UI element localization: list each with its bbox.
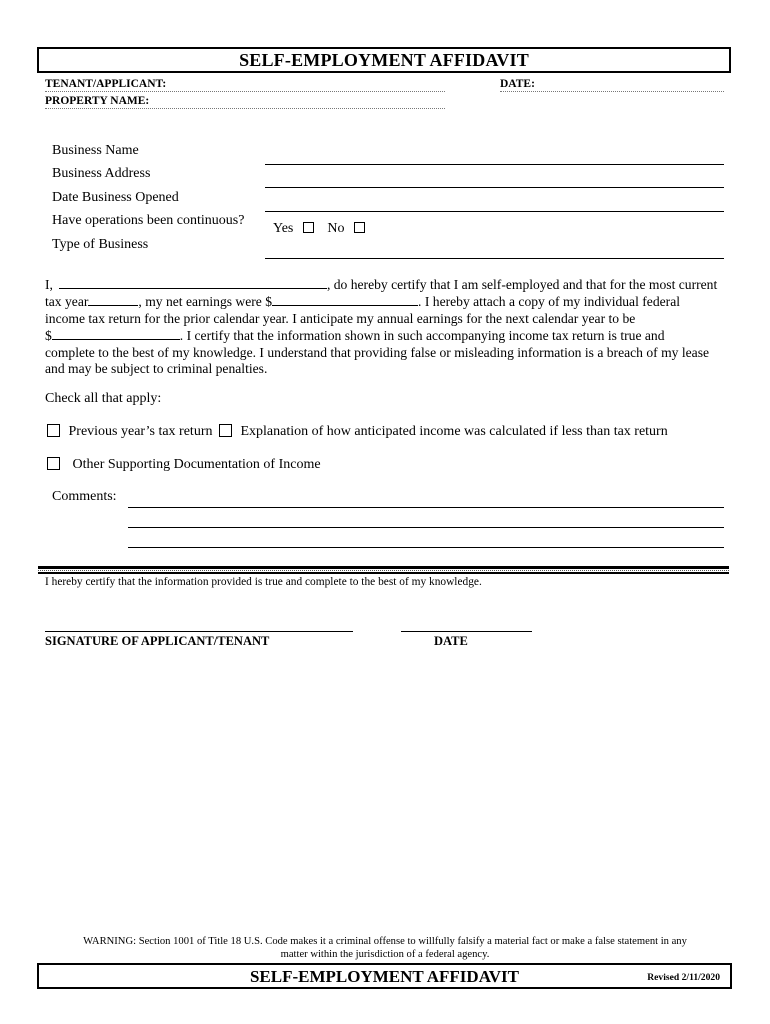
warning-line-1: WARNING: Section 1001 of Title 18 U.S. Code makes it a criminal offense to willfully falsify a material fact or make a false statement in any [83, 936, 687, 947]
date-business-opened-label: Date Business Opened [52, 190, 179, 205]
date-business-opened-field[interactable] [265, 211, 724, 212]
signature-date-label: DATE [434, 634, 468, 648]
cert-line-1: I, , do hereby certify that I am self-employed and that for the most current [45, 277, 718, 292]
anticipated-earnings-blank[interactable] [52, 327, 180, 340]
certification-paragraph [45, 276, 730, 377]
continuous-options [273, 221, 365, 237]
business-name-label: Business Name [52, 143, 139, 158]
legal-warning [50, 935, 720, 961]
signature-date-line[interactable] [401, 631, 532, 632]
tenant-applicant-label: TENANT/APPLICANT: [45, 78, 167, 90]
cert-line-2: tax year , my net earnings were $ . I hereby attach a copy of my individual federal [45, 294, 680, 310]
certify-statement: I hereby certify that the information provided is true and complete to the best of my knowledge. [45, 576, 482, 588]
business-name-field[interactable] [265, 164, 724, 165]
no-label: No [327, 221, 345, 236]
prev-tax-return-label: Previous year’s tax return [68, 424, 213, 439]
cert-line-3: income tax return for the prior calendar year. I anticipate my annual earnings for the next calendar year to be [45, 310, 636, 326]
comments-label: Comments: [52, 489, 117, 504]
property-name-label: PROPERTY NAME: [45, 95, 150, 107]
form-title: SELF-EMPLOYMENT AFFIDAVIT [37, 47, 731, 73]
explanation-checkbox[interactable] [219, 424, 232, 437]
section-divider-bottom [38, 572, 729, 574]
signature-label: SIGNATURE OF APPLICANT/TENANT [45, 634, 270, 648]
cert-line-6: and may be subject to criminal penalties. [45, 361, 268, 377]
operations-continuous-label: Have operations been continuous? [52, 213, 245, 228]
prev-tax-return-checkbox[interactable] [47, 424, 60, 437]
type-of-business-label: Type of Business [52, 237, 149, 252]
revised-date: Revised 2/11/2020 [647, 972, 720, 983]
cert-line-5: complete to the best of my knowledge. I understand that providing false or misleading information is a breach of my lease [45, 344, 710, 360]
footer-box [37, 963, 732, 989]
applicant-name-blank[interactable] [59, 276, 327, 289]
footer-title: SELF-EMPLOYMENT AFFIDAVIT [249, 967, 520, 986]
no-checkbox[interactable] [354, 222, 365, 233]
cert-line-4: $ . I certify that the information shown in such accompanying income tax return is true and [45, 328, 665, 344]
tax-year-blank[interactable] [88, 293, 138, 306]
yes-label: Yes [273, 221, 294, 236]
property-name-field[interactable] [45, 108, 445, 109]
signature-line[interactable] [45, 631, 353, 632]
options-row-1 [47, 424, 668, 440]
tenant-applicant-field[interactable] [45, 91, 445, 92]
check-all-label: Check all that apply: [45, 391, 162, 406]
business-address-label: Business Address [52, 166, 151, 181]
section-divider [38, 566, 729, 569]
business-address-field[interactable] [265, 187, 724, 188]
comments-line-2[interactable] [128, 527, 724, 528]
other-docs-label: Other Supporting Documentation of Income [72, 457, 321, 472]
warning-line-2: matter within the jurisdiction of a federal agency. [280, 949, 490, 960]
options-row-2 [47, 457, 321, 473]
net-earnings-blank[interactable] [272, 293, 418, 306]
explanation-label: Explanation of how anticipated income was calculated if less than tax return [240, 424, 668, 439]
yes-checkbox[interactable] [303, 222, 314, 233]
other-docs-checkbox[interactable] [47, 457, 60, 470]
comments-line-1[interactable] [128, 507, 724, 508]
comments-line-3[interactable] [128, 547, 724, 548]
section-divider-dots [38, 570, 729, 571]
type-of-business-field[interactable] [265, 258, 724, 259]
date-label: DATE: [500, 78, 535, 90]
date-field[interactable] [500, 91, 724, 92]
